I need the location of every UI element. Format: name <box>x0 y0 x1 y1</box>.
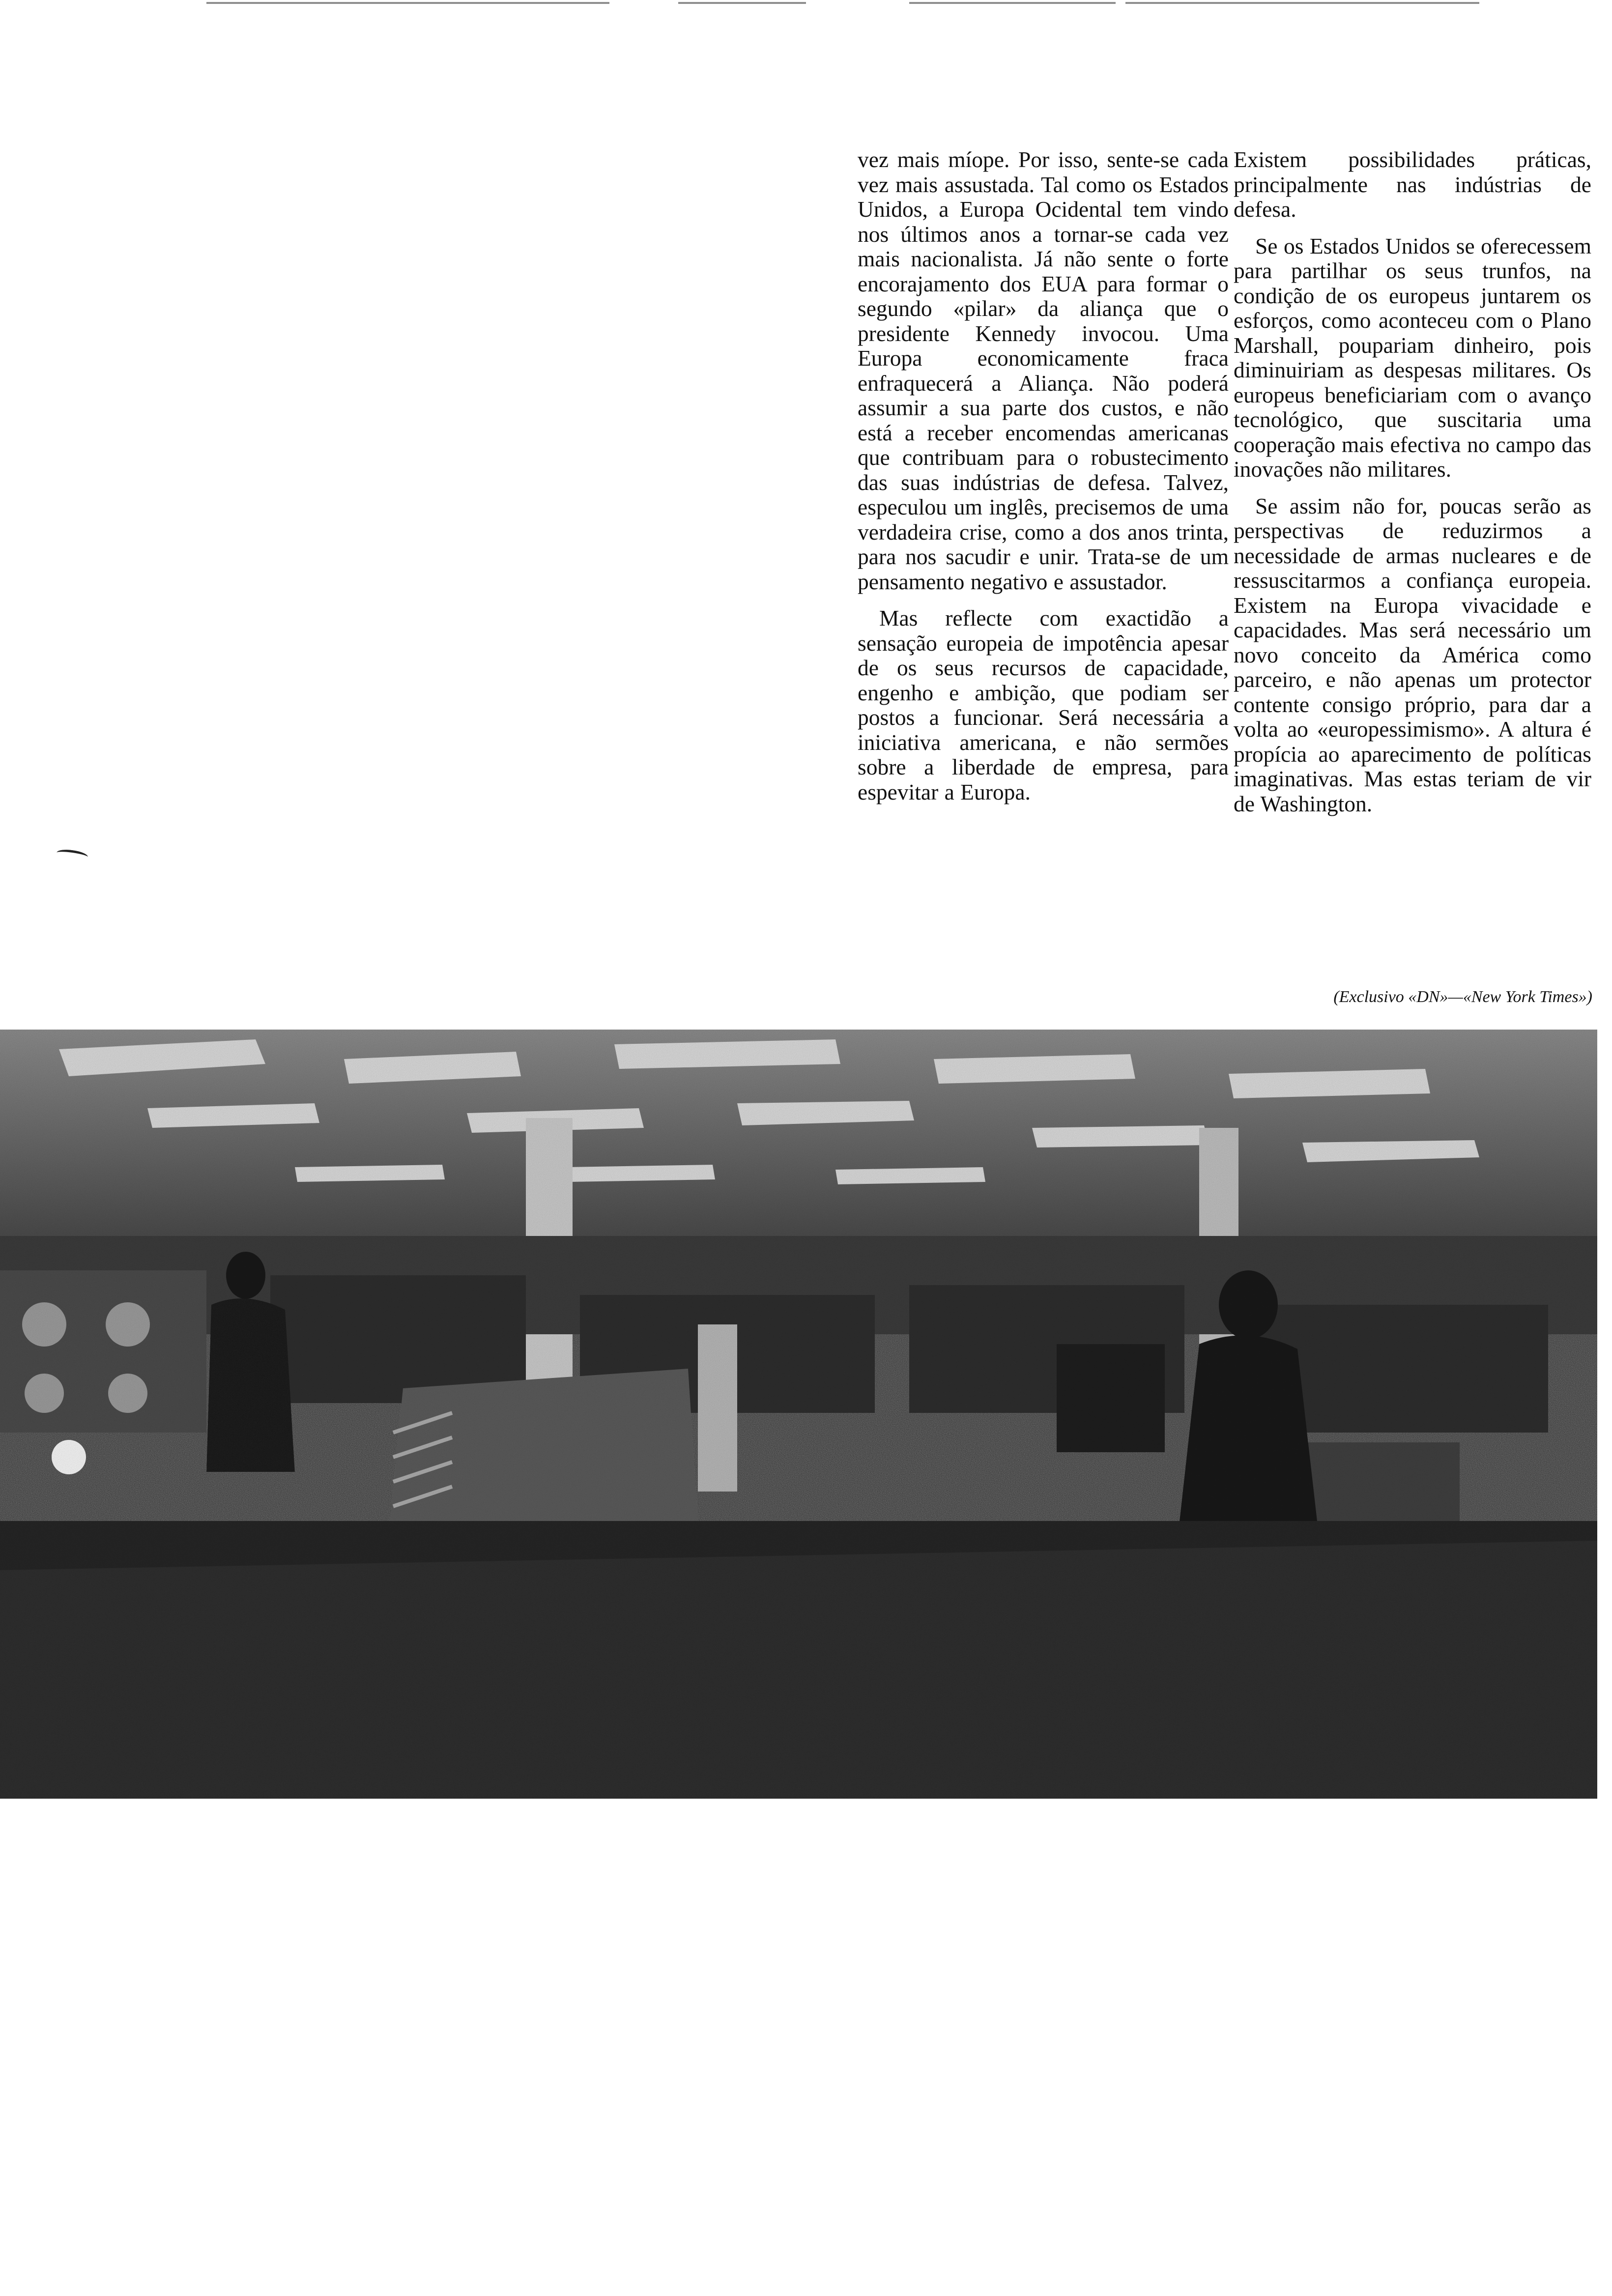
article-credit: (Exclusivo «DN»—«New York Times») <box>1333 988 1592 1006</box>
paragraph: Existem possibilidades práticas, principalmente nas indústrias de defesa. <box>1234 147 1591 222</box>
paragraph: Se assim não for, poucas serão as perspectivas de reduzirmos a necessidade de armas nucleares e de ressuscitarmos a confiança europeia. Existem na Europa vivacidade e capacidades. Mas será necessário um novo conceito da América como parceiro, e não apenas um protector contente consigo próprio, para dar a volta ao «europessimismo». A altura é propícia ao aparecimento de políticas imaginativas. Mas estas teriam de vir de Washington. <box>1234 493 1591 816</box>
paragraph: Mas reflecte com exactidão a sensação europeia de impotência apesar de os seus recursos de capacidade, engenho e ambição, que podiam ser postos a funcionar. Será necessária a iniciativa americana, e não sermões sobre a liberdade de empresa, para espevitar a Europa. <box>858 605 1229 804</box>
paragraph: vez mais míope. Por isso, sente-se cada vez mais assustada. Tal como os Estados Unidos, a Europa Ocidental tem vindo nos últimos anos a tornar-se cada vez mais nacionalista. Já não sente o forte encorajamento dos EUA para formar o segundo «pilar» da aliança que o presidente Kennedy invocou. Uma Europa economicamente fraca enfraquecerá a Aliança. Não poderá assumir a sua parte dos custos, e não está a receber encomendas americanas que contribuam para o robustecimento das suas indústrias de defesa. Talvez, especulou um inglês, precisemos de uma verdadeira crise, como a dos anos trinta, para nos sacudir e unir. Trata-se de um pensamento negativo e assustador. <box>858 147 1229 594</box>
scan-edge-line <box>1125 2 1479 4</box>
scan-edge-line <box>678 2 806 4</box>
scan-edge-line <box>206 2 609 4</box>
article-column-left <box>858 147 1229 804</box>
article-column-right <box>1234 147 1591 816</box>
scan-edge-line <box>909 2 1116 4</box>
computer-room-photo <box>0 1030 1597 1799</box>
stray-pen-mark <box>56 848 88 862</box>
paragraph: Se os Estados Unidos se oferecessem para partilhar os seus trunfos, na condição de os europeus juntarem os esforços, como aconteceu com o Plano Marshall, poupariam dinheiro, pois diminuiriam as despesas militares. Os europeus beneficiariam com o avanço tecnológico, que suscitaria uma cooperação mais efectiva no campo das inovações não militares. <box>1234 233 1591 482</box>
